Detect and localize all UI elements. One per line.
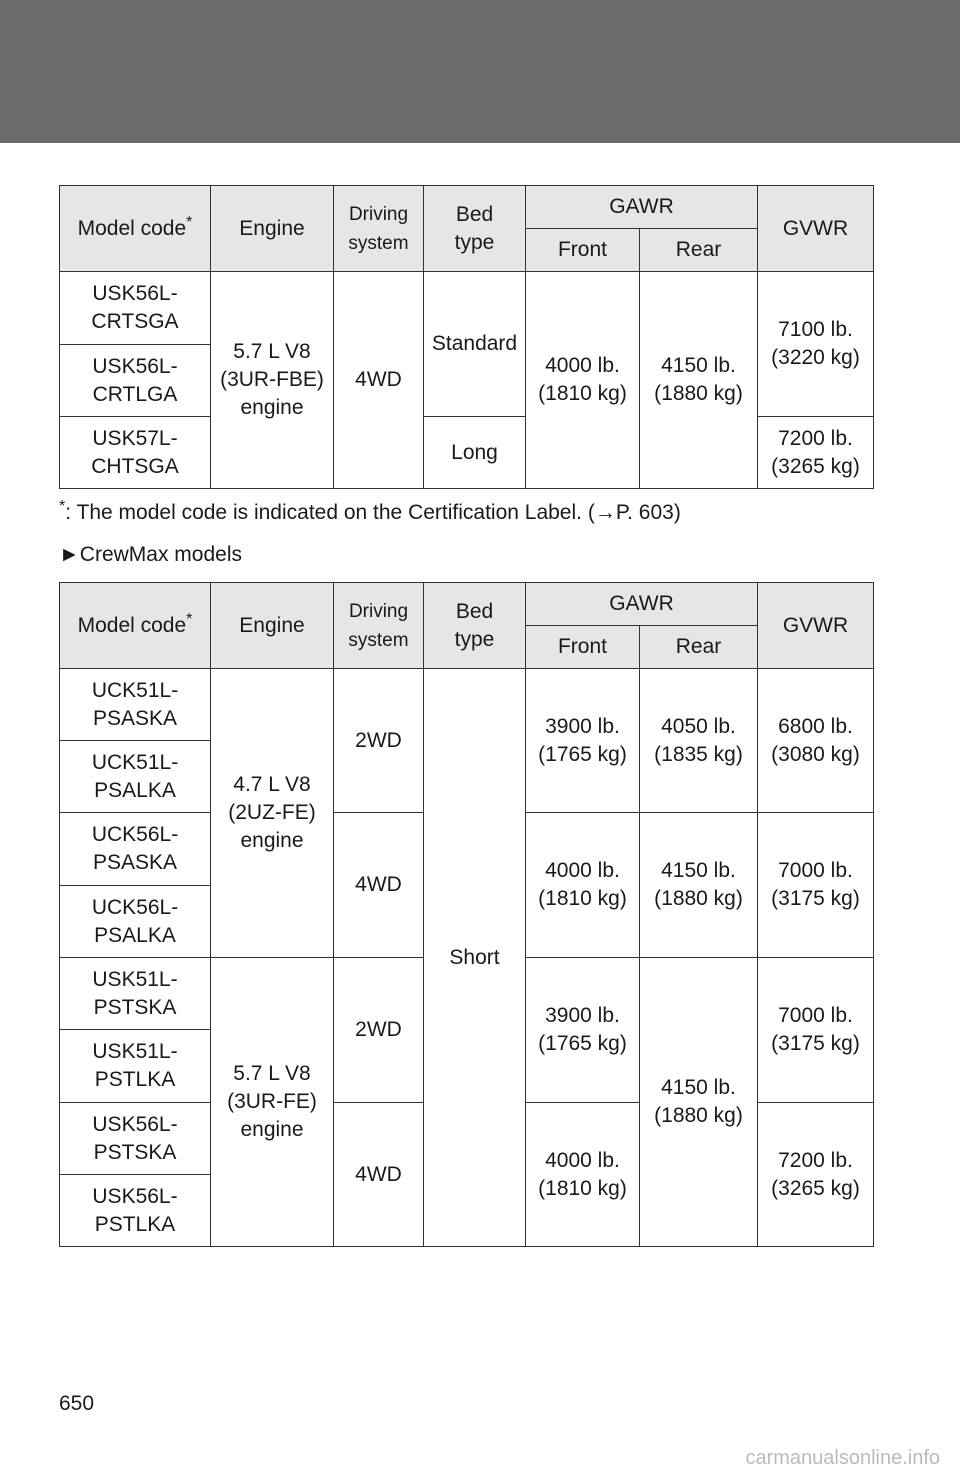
drive-cell: 4WD <box>334 272 424 489</box>
model-code-cell: USK57L- CHTSGA <box>60 417 211 489</box>
watermark: carmanualsonline.info <box>745 1447 940 1469</box>
model-code-cell: USK56L- CRTLGA <box>60 345 211 417</box>
model-code-cell: USK56L- PSTSKA <box>60 1103 211 1175</box>
bed-type-cell: Short <box>424 669 526 1247</box>
gawr-front-cell: 4000 lb. (1810 kg) <box>526 1103 640 1247</box>
header-band <box>0 0 960 143</box>
drive-cell: 4WD <box>334 1103 424 1247</box>
model-code-cell: USK56L- PSTLKA <box>60 1175 211 1247</box>
gvwr-cell: 7200 lb. (3265 kg) <box>758 1103 874 1247</box>
drive-cell: 2WD <box>334 669 424 813</box>
header-rear: Rear <box>640 229 758 272</box>
section-title: ►CrewMax models <box>59 543 242 566</box>
header-gvwr: GVWR <box>758 186 874 272</box>
header-driving-system: Driving system <box>334 583 424 669</box>
weight-table-regular <box>59 185 874 489</box>
gawr-front-cell: 3900 lb. (1765 kg) <box>526 958 640 1103</box>
weight-table-crewmax <box>59 582 874 1247</box>
header-gvwr: GVWR <box>758 583 874 669</box>
header-model-code: Model code* <box>60 583 211 669</box>
header-front: Front <box>526 229 640 272</box>
header-model-code: Model code* <box>60 186 211 272</box>
header-gawr: GAWR <box>526 186 758 229</box>
header-front: Front <box>526 626 640 669</box>
gvwr-cell: 6800 lb. (3080 kg) <box>758 669 874 813</box>
header-bed-type: Bed type <box>424 186 526 272</box>
bed-type-cell: Standard <box>424 272 526 417</box>
header-engine: Engine <box>211 583 334 669</box>
gawr-front-cell: 4000 lb. (1810 kg) <box>526 813 640 958</box>
gawr-front-cell: 3900 lb. (1765 kg) <box>526 669 640 813</box>
gawr-front-cell: 4000 lb. (1810 kg) <box>526 272 640 489</box>
model-code-cell: USK51L- PSTSKA <box>60 958 211 1030</box>
page-number: 650 <box>59 1392 95 1415</box>
gvwr-cell: 7000 lb. (3175 kg) <box>758 958 874 1103</box>
footnote: *: The model code is indicated on the Certification Label. (→P. 603) <box>59 498 681 524</box>
engine-cell: 5.7 L V8 (3UR-FBE) engine <box>211 272 334 489</box>
bed-type-cell: Long <box>424 417 526 489</box>
header-driving-system: Driving system <box>334 186 424 272</box>
drive-cell: 2WD <box>334 958 424 1103</box>
gawr-rear-cell: 4150 lb. (1880 kg) <box>640 958 758 1247</box>
model-code-cell: UCK56L- PSASKA <box>60 813 211 886</box>
model-code-cell: UCK56L- PSALKA <box>60 886 211 958</box>
model-code-cell: UCK51L- PSASKA <box>60 669 211 741</box>
model-code-cell: USK51L- PSTLKA <box>60 1030 211 1103</box>
gvwr-cell: 7100 lb. (3220 kg) <box>758 272 874 417</box>
header-engine: Engine <box>211 186 334 272</box>
header-rear: Rear <box>640 626 758 669</box>
engine-cell: 5.7 L V8 (3UR-FE) engine <box>211 958 334 1247</box>
gvwr-cell: 7200 lb. (3265 kg) <box>758 417 874 489</box>
gawr-rear-cell: 4150 lb. (1880 kg) <box>640 272 758 489</box>
header-gawr: GAWR <box>526 583 758 626</box>
model-code-cell: UCK51L- PSALKA <box>60 741 211 813</box>
gvwr-cell: 7000 lb. (3175 kg) <box>758 813 874 958</box>
drive-cell: 4WD <box>334 813 424 958</box>
gawr-rear-cell: 4150 lb. (1880 kg) <box>640 813 758 958</box>
model-code-cell: USK56L- CRTSGA <box>60 272 211 345</box>
engine-cell: 4.7 L V8 (2UZ-FE) engine <box>211 669 334 958</box>
header-bed-type: Bed type <box>424 583 526 669</box>
gawr-rear-cell: 4050 lb. (1835 kg) <box>640 669 758 813</box>
